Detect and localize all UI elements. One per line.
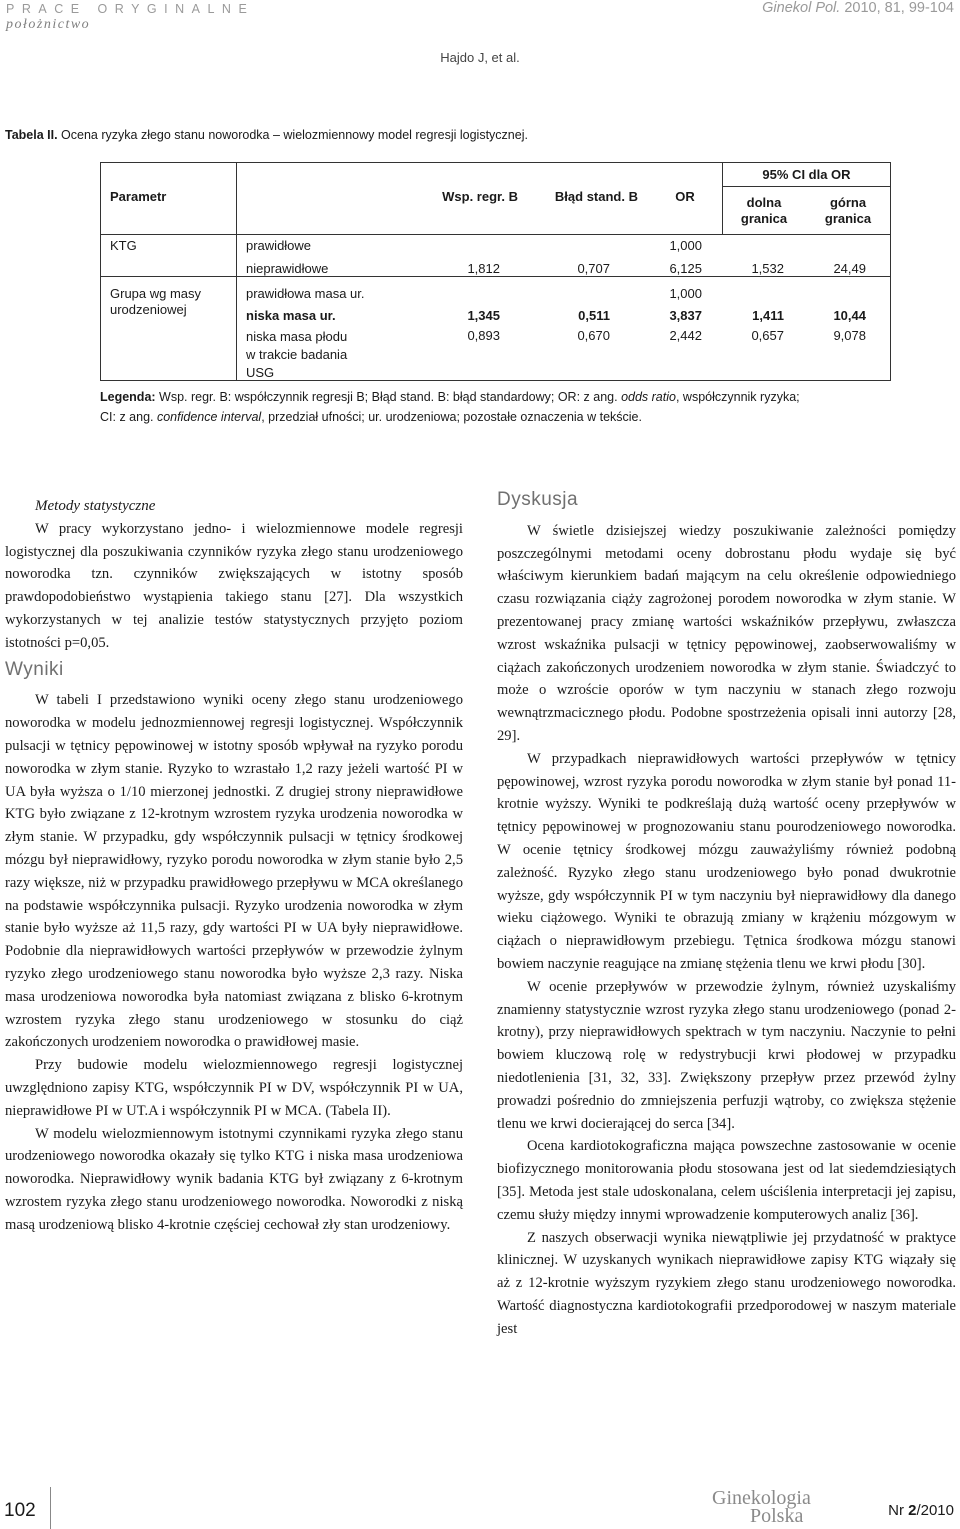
series-label: PRACE ORYGINALNE <box>6 2 255 16</box>
cell-blad: 0,670 <box>577 328 610 343</box>
table-header-rule <box>100 234 891 235</box>
section-label: położnictwo <box>6 17 91 32</box>
table-caption-text: Ocena ryzyka złego stanu noworodka – wielozmiennowy model regresji logistycznej. <box>57 128 528 142</box>
table-legend <box>100 387 900 427</box>
results-paragraph: W modelu wielozmiennowym istotnymi czynnikami ryzyka złego stanu urodzeniowego noworodka okazały się tylko KTG i niska masa urodzeniowa noworodka. Nieprawidłowy wynik badania KTG był związany z 6-krotnym wzrostem ryzyka złego stanu urodzeniowego noworodka. Noworodki z niską masą urodzeniową blisko 4-krotnie częściej cechował zły stan urodzeniowy. <box>5 1125 463 1233</box>
cell-or: 2,442 <box>669 328 702 343</box>
authors-line: Hajdo J, et al. <box>440 50 520 65</box>
right-column <box>497 489 956 1340</box>
journal-volume-pages: 2010, 81, 99-104 <box>840 0 954 16</box>
group-birth-weight <box>110 286 201 318</box>
cell-blad: 0,511 <box>578 308 610 323</box>
journal-logo <box>712 1489 811 1525</box>
discussion-paragraph: W świetle dzisiejszej wiedzy poszukiwanie zależności pomiędzy poszczególnymi metodami oceny dobrostanu płodu wydaje się być właściwym kierunkiem badań mającym na celu określenie odpowiedniego czasu rozwiązania ciąży zagrożonej porodem noworodka w złym stanie. W prezentowanej pracy zmianę wartości wskaźników przepływu, zwłaszcza wzrost wskaźnika pulsacji w tętnicy pępowinowej, zaobserwowaliśmy w ciążach zakończonych urodzeniem noworodka w złym stanie. Świadczyć to może o wzroście oporów w tym naczyniu w stanach złego rozwoju wewnątrzmacicznego płodu. Podobne spostrzeżenia opisali inni autorzy [28, 29]. <box>497 522 956 744</box>
cell-wsp: 0,893 <box>467 328 500 343</box>
issue-label <box>888 1502 954 1519</box>
discussion-heading: Dyskusja <box>497 489 579 510</box>
methods-paragraph: W pracy wykorzystano jedno- i wielozmiennowe modele regresji logistycznej dla poszukiwania czynników ryzyka złego stanu urodzeniowego noworodka tzn. czynników zwiększających w istotny sposób prawdopodobieństwo wystąpienia takiego stanu [27]. Dla wszystkich wykorzystanych w tej analizie testów statystycznych przyjęto poziom istotności p=0,05. <box>5 520 463 651</box>
page-number: 102 <box>4 1500 36 1521</box>
footer-divider <box>50 1487 51 1529</box>
group-birth-weight-l1: Grupa wg masy <box>110 286 202 301</box>
header-lower-bound <box>722 195 806 227</box>
table-bottom-rule <box>100 380 891 381</box>
cell-upper: 9,078 <box>833 328 866 343</box>
cell-or: 1,000 <box>669 238 702 253</box>
table-caption <box>5 128 528 142</box>
table-group-rule <box>100 276 891 277</box>
table-caption-label: Tabela II. <box>5 128 58 142</box>
regression-table <box>100 162 891 381</box>
legend-text-3: CI: z ang. <box>100 410 157 424</box>
row-label: prawidłowe <box>246 238 312 253</box>
discussion-paragraph: Z naszych obserwacji wynika niewątpliwie jej przydatność w praktyce klinicznej. W uzyskanych wynikach nieprawidłowe zapisy KTG wiązały się aż z 12-krotnie wyższym ryzykiem złego stanu urodzeniowego noworodka. Wartość diagnostyczna kardiotokografii przedporodowej w naszym materiale jest <box>497 1229 956 1337</box>
cell-lower: 1,411 <box>752 308 784 323</box>
cell-lower: 1,532 <box>751 261 784 276</box>
discussion-paragraph: W ocenie przepływów w przewodzie żylnym, również uzyskaliśmy znamienny statystycznie wzrost ryzyka złego stanu urodzeniowego (ponad 2-krotny), przy nieprawidłowych spektrach w tym naczyniu. Naczynie to pełni bowiem kluczową rolę w redystrybucji krwi płodowej w przypadku niedotlenienia [31, 32, 33]. Zwiększony przepływ przez przewód żylny prowadzi pośrednio do zmniejszenia perfuzji wątroby, co zwiększa stężenie tlenu we krwi docierającej do serca [34]. <box>497 978 956 1132</box>
table-top-rule <box>100 162 891 163</box>
legend-label: Legenda: <box>100 390 156 404</box>
issue-year: /2010 <box>916 1502 954 1519</box>
ci-subheader-rule <box>722 186 891 187</box>
table-left-border <box>100 162 101 381</box>
cell-wsp: 1,812 <box>467 261 500 276</box>
cell-wsp: 1,345 <box>467 308 500 323</box>
methods-heading: Metody statystyczne <box>35 498 156 514</box>
results-heading: Wyniki <box>5 658 64 680</box>
header-wsp-regr: Wsp. regr. B <box>442 189 518 204</box>
row-label: nieprawidłowe <box>246 261 329 276</box>
cell-upper: 10,44 <box>833 308 866 323</box>
left-column <box>5 495 463 1237</box>
header-ci: 95% CI dla OR <box>762 167 851 182</box>
cell-blad: 0,707 <box>577 261 610 276</box>
logo-line-1: Ginekologia <box>712 1487 811 1509</box>
header-lower-bound-l1: dolna <box>746 195 782 210</box>
legend-text-2: , współczynnik ryzyka; <box>675 390 800 404</box>
row-label: prawidłowa masa ur. <box>246 286 365 301</box>
header-lower-bound-l2: granica <box>740 211 788 226</box>
table-right-border <box>890 162 891 381</box>
group-ktg: KTG <box>110 238 137 253</box>
results-paragraph: W tabeli I przedstawiono wyniki oceny złego stanu urodzeniowego noworodka w modelu jednozmiennowej regresji logistycznej. Współczynnik pulsacji w tętnicy pępowinowej w istotny sposób wpływał na ryzyko porodu noworodka w złym stanie. Ryzyko to wzrastało 1,2 razy jeżeli wartość PI w UA była wyższa o 1/10 mierzonej jednostki. Z drugiej strony nieprawidłowe KTG było związane z 12-krotnym wzrostem ryzyka urodzenia noworodka w złym stanie. W przypadku, gdy współczynnik pulsacji w tętnicy środkowej mózgu był nieprawidłowy, ryzyko porodu noworodka w złym stanie było 2,5 razy większe, niż w przypadku prawidłowego przepływu w MCA określanego na podstawie współczynnika pulsacji. Ryzyko urodzenia noworodka w złym stanie było wyższe aż 11,5 razy, gdy wartości PI w UA były nieprawidłowe. Podobnie dla nieprawidłowych wartości przepływów w przewodzie żylnym ryzyko złego urodzeniowego stanu noworodka było wyższe 2,3 razy. Niska masa urodzeniowa noworodka była natomiast związana z blisko 6-krotnym wzrostem ryzyka złego stanu urodzeniowego w stosunku do ciąż zakończonych urodzeniem noworodka o prawidłowej masie. <box>5 692 463 1051</box>
cell-upper: 24,49 <box>833 261 866 276</box>
issue-prefix: Nr <box>888 1502 909 1519</box>
cell-or: 1,000 <box>669 286 702 301</box>
legend-text-1: Wsp. regr. B: współczynnik regresji B; Błąd stand. B: błąd standardowy; OR: z ang. <box>155 390 622 404</box>
header-upper-bound-l2: granica <box>824 211 872 226</box>
cell-or: 3,837 <box>669 308 702 323</box>
row-label: niska masa ur. <box>246 308 336 323</box>
journal-citation <box>762 0 954 16</box>
header-parametr: Parametr <box>110 189 167 204</box>
cell-lower: 0,657 <box>751 328 784 343</box>
legend-confidence-interval: confidence interval <box>156 410 262 424</box>
discussion-paragraph: Ocena kardiotokograficzna mająca powszechne zastosowanie w ocenie biofizycznego monitorowania płodu stosowana jest od lat siedemdziesiątych [35]. Metoda jest stale udoskonalana, celem uściślenia interpretacji jej zapisu, czemu służy między innymi wprowadzenie komputerowych analiz [36]. <box>497 1138 956 1223</box>
header-or: OR <box>675 189 695 204</box>
legend-odds-ratio: odds ratio <box>621 390 676 404</box>
row-label-l1: niska masa płodu <box>246 329 348 344</box>
header-upper-bound-l1: górna <box>829 195 867 210</box>
discussion-paragraph: W przypadkach nieprawidłowych wartości przepływów w tętnicy pępowinowej, wzrost ryzyka porodu noworodka w złym stanie był ponad 11-krotnie wyższy. Wyniki te podkreślają dużą wartość oceny przepływów w tętnicy pępowinowej w prognozowaniu stanu pourodzeniowego noworodka. W ocenie tętnicy środkowej mózgu zauważyliśmy również podobną zależność. Ryzyko złego stanu urodzeniowego było ponad dwukrotnie wyższe, gdy współczynnik PI w tym naczyniu był nieprawidłowy dla danego wieku ciążowego. Wyniki te obrazują zmiany w krążeniu mózgowym w ciążach o nieprawidłowym przebiegu. Tętnica środkowa mózgu stanowi bowiem naczynie reagujące na zmianę stężenia tlenu we krwi płodu [30]. <box>497 750 956 972</box>
logo-line-2: Polska <box>750 1505 804 1527</box>
running-header-left <box>6 2 254 32</box>
header-upper-bound <box>806 195 890 227</box>
journal-name: Ginekol Pol. <box>762 0 841 16</box>
row-label-l2: w trakcie badania <box>246 347 348 362</box>
header-blad-stand: Błąd stand. B <box>554 189 638 204</box>
results-paragraph: Przy budowie modelu wielozmiennowego regresji logistycznej uwzględniono zapisy KTG, współczynnik PI w DV, współczynnik PI w UA, nieprawidłowe PI w UT.A i współczynnik PI w MCA. (Tabela II). <box>5 1057 463 1119</box>
legend-text-4: , przedział ufności; ur. urodzeniowa; pozostałe oznaczenia w tekście. <box>261 410 642 424</box>
row-label-l3: USG <box>246 365 275 380</box>
cell-or: 6,125 <box>669 261 702 276</box>
table-col-divider <box>236 162 237 381</box>
group-birth-weight-l2: urodzeniowej <box>110 302 187 317</box>
issue-number: 2 <box>908 1502 917 1519</box>
row-label <box>246 328 347 382</box>
